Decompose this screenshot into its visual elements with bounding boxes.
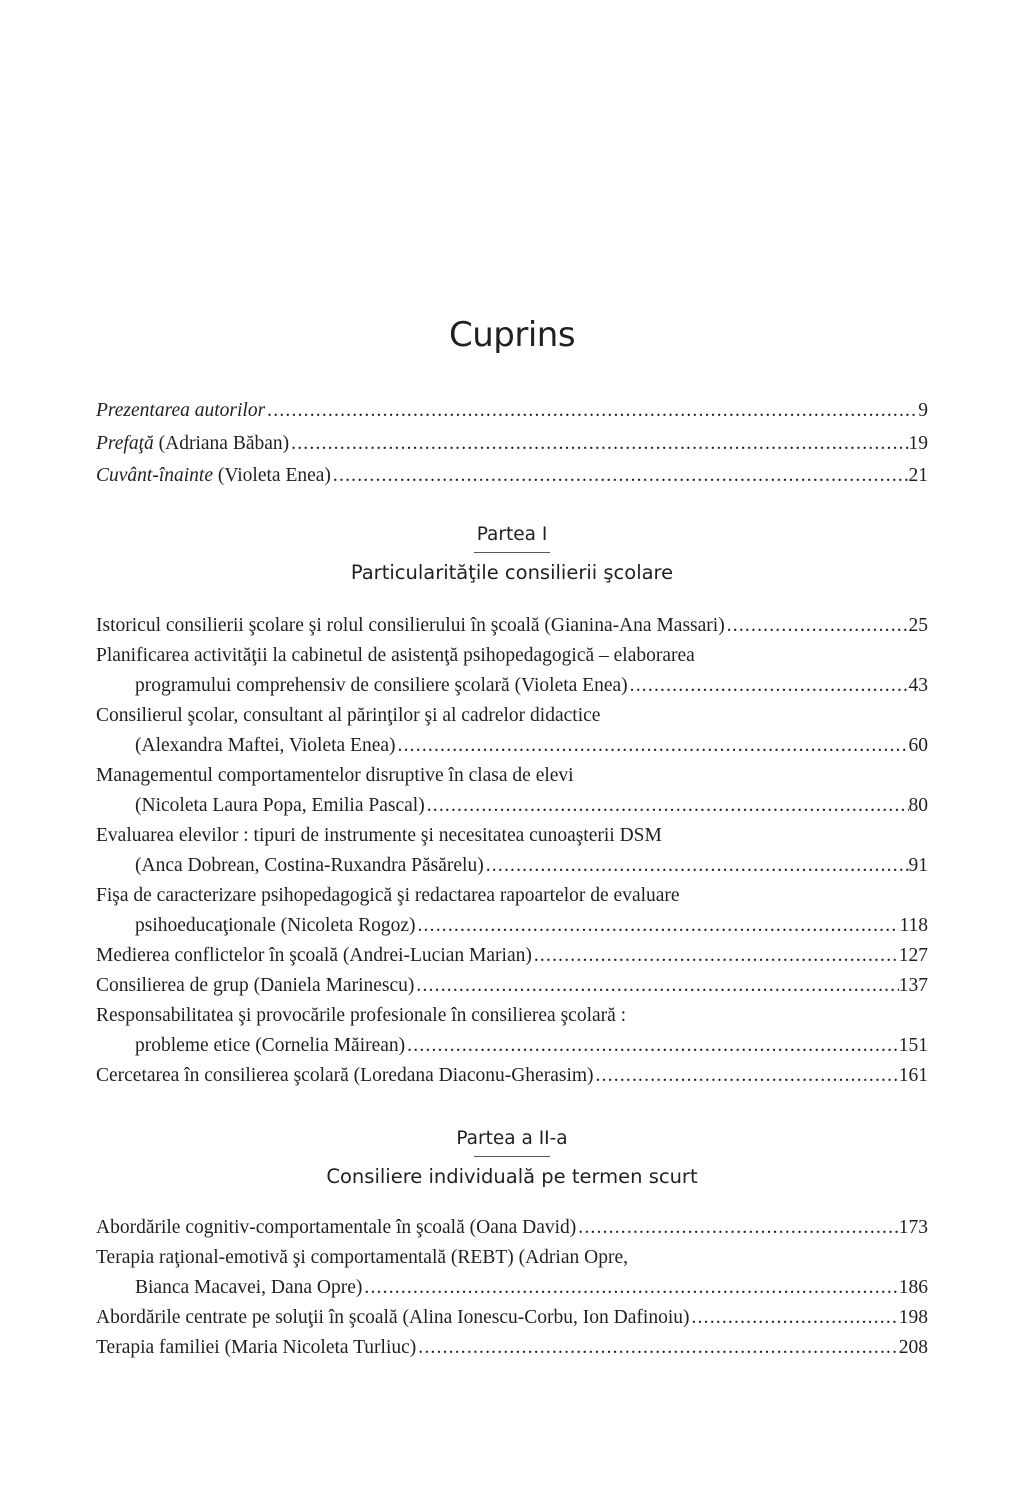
- entry-title-continuation: Bianca Macavei, Dana Opre): [135, 1277, 363, 1298]
- toc-line: [96, 1001, 928, 1031]
- toc-line-continuation: [96, 791, 928, 821]
- page-number: 21: [908, 465, 928, 486]
- entry-title-rest: (Violeta Enea): [212, 465, 331, 486]
- toc-entry[interactable]: [96, 395, 928, 428]
- entry-title-continuation: (Anca Dobrean, Costina-Ruxandra Păsărelu): [135, 855, 484, 876]
- toc-entry[interactable]: [96, 460, 928, 493]
- entry-title-continuation: programului comprehensiv de consiliere şcolară (Violeta Enea): [135, 675, 628, 696]
- page-number: 118: [899, 915, 928, 936]
- page-number: 137: [898, 975, 928, 996]
- toc-entry[interactable]: [96, 821, 928, 881]
- part-heading: Partea I: [476, 524, 548, 545]
- toc-entry[interactable]: [96, 701, 928, 761]
- entry-title-italic: Cuvânt-înainte: [96, 465, 213, 486]
- dot-leader: [416, 1333, 898, 1363]
- page-title: Cuprins: [448, 314, 576, 355]
- dot-leader: [484, 851, 909, 881]
- toc-line: [96, 971, 928, 1001]
- page-number: 19: [908, 432, 928, 454]
- toc-entry[interactable]: [96, 971, 928, 1001]
- dot-leader: [396, 731, 909, 761]
- entry-title: Consilierea de grup (Daniela Marinescu): [96, 975, 415, 996]
- toc-line-continuation: [96, 671, 928, 701]
- entry-title-continuation: (Alexandra Maftei, Violeta Enea): [135, 735, 396, 756]
- entry-title: Abordările centrate pe soluţii în şcoală (Alina Ionescu-Corbu, Ion Dafinoiu): [96, 1307, 690, 1328]
- toc-line: [96, 701, 928, 731]
- entry-title: Terapia raţional-emotivă şi comportamentală (REBT) (Adrian Opre,: [96, 1247, 628, 1268]
- toc-line: [96, 395, 928, 428]
- entry-title-italic: Prefaţă: [96, 432, 154, 454]
- dot-leader: [289, 428, 908, 461]
- divider: [474, 552, 550, 553]
- page-number: 25: [908, 615, 928, 636]
- toc-entry[interactable]: [96, 1061, 928, 1091]
- toc-line: [96, 460, 928, 493]
- toc-line: [96, 1243, 928, 1273]
- dot-leader: [725, 611, 909, 641]
- page-number: 43: [908, 675, 928, 696]
- toc-entry[interactable]: [96, 1303, 928, 1333]
- toc-line-continuation: [96, 731, 928, 761]
- page-number: 198: [898, 1307, 928, 1328]
- page-number: 9: [918, 400, 928, 421]
- entry-title: Managementul comportamentelor disruptive în clasa de elevi: [96, 765, 574, 786]
- dot-leader: [628, 671, 909, 701]
- dot-leader: [414, 971, 898, 1001]
- entry-title: [96, 428, 289, 461]
- part-subtitle: Consiliere individuală pe termen scurt: [326, 1165, 698, 1188]
- entry-title: [96, 460, 331, 493]
- entry-title: Cercetarea în consilierea şcolară (Loredana Diaconu-Gherasim): [96, 1065, 594, 1086]
- entry-title: Terapia familiei (Maria Nicoleta Turliuc): [96, 1337, 417, 1358]
- toc-line-continuation: [96, 911, 928, 941]
- toc-line: [96, 941, 928, 971]
- page-number: 161: [898, 1065, 928, 1086]
- toc-line: [96, 1333, 928, 1363]
- toc-line: [96, 611, 928, 641]
- toc-line: [96, 641, 928, 671]
- page-number: 208: [898, 1337, 928, 1358]
- part-heading: Partea a II-a: [456, 1128, 568, 1149]
- dot-leader: [425, 791, 909, 821]
- part-1-entries: [96, 611, 928, 1091]
- page-number: 186: [898, 1277, 928, 1298]
- dot-leader: [415, 911, 899, 941]
- dot-leader: [265, 395, 918, 428]
- toc-line: [96, 821, 928, 851]
- part-subtitle: Particularităţile consilierii şcolare: [350, 561, 674, 584]
- toc-line-continuation: [96, 1273, 928, 1303]
- entry-title: Consilierul şcolar, consultant al părinţilor şi al cadrelor didactice: [96, 705, 601, 726]
- entry-title: Responsabilitatea şi provocările profesionale în consilierea şcolară :: [96, 1005, 627, 1026]
- toc-entry[interactable]: [96, 1213, 928, 1243]
- page-number: 127: [898, 945, 928, 966]
- dot-leader: [331, 460, 909, 493]
- dot-leader: [532, 941, 899, 971]
- toc-line: [96, 761, 928, 791]
- toc-entry[interactable]: [96, 611, 928, 641]
- dot-leader: [594, 1061, 899, 1091]
- entry-title: Istoricul consilierii şcolare şi rolul consilierului în şcoală (Gianina-Ana Massari): [96, 615, 725, 636]
- entry-title: Abordările cognitiv-comportamentale în şcoală (Oana David): [96, 1217, 577, 1238]
- dot-leader: [362, 1273, 898, 1303]
- toc-line: [96, 881, 928, 911]
- entry-title-continuation: psihoeducaţionale (Nicoleta Rogoz): [135, 915, 416, 936]
- front-matter-list: [96, 395, 928, 493]
- divider: [474, 1156, 550, 1157]
- page-number: 91: [908, 855, 928, 876]
- toc-entry[interactable]: [96, 1243, 928, 1303]
- toc-entry[interactable]: [96, 1001, 928, 1061]
- entry-title: [96, 395, 265, 428]
- toc-line: [96, 1061, 928, 1091]
- dot-leader: [689, 1303, 898, 1333]
- toc-entry[interactable]: [96, 641, 928, 701]
- entry-title: Evaluarea elevilor : tipuri de instrumente şi necesitatea cunoaşterii DSM: [96, 825, 662, 846]
- toc-entry[interactable]: [96, 881, 928, 941]
- dot-leader: [576, 1213, 898, 1243]
- page-number: 60: [908, 735, 928, 756]
- page-number: 151: [898, 1035, 928, 1056]
- toc-entry[interactable]: [96, 761, 928, 821]
- toc-entry[interactable]: [96, 1333, 928, 1363]
- entry-title: Fişa de caracterizare psihopedagogică şi redactarea rapoartelor de evaluare: [96, 885, 680, 906]
- dot-leader: [405, 1031, 899, 1061]
- toc-line-continuation: [96, 1031, 928, 1061]
- entry-title-rest: (Adriana Băban): [153, 432, 290, 454]
- toc-line-continuation: [96, 851, 928, 881]
- toc-line: [96, 428, 928, 461]
- entry-title: Medierea conflictelor în şcoală (Andrei-Lucian Marian): [96, 945, 532, 966]
- toc-entry[interactable]: [96, 428, 928, 461]
- toc-line: [96, 1213, 928, 1243]
- entry-title-continuation: (Nicoleta Laura Popa, Emilia Pascal): [135, 795, 425, 816]
- entry-title-continuation: probleme etice (Cornelia Măirean): [135, 1035, 406, 1056]
- toc-entry[interactable]: [96, 941, 928, 971]
- toc-line: [96, 1303, 928, 1333]
- part-2-entries: [96, 1213, 928, 1363]
- part-2-header: [0, 1127, 1024, 1189]
- entry-title: Planificarea activităţii la cabinetul de asistenţă psihopedagogică – elaborarea: [96, 645, 695, 666]
- part-1-header: [0, 523, 1024, 585]
- page-number: 173: [898, 1217, 928, 1238]
- page-number: 80: [908, 795, 928, 816]
- entry-title-italic: Prezentarea autorilor: [96, 400, 266, 421]
